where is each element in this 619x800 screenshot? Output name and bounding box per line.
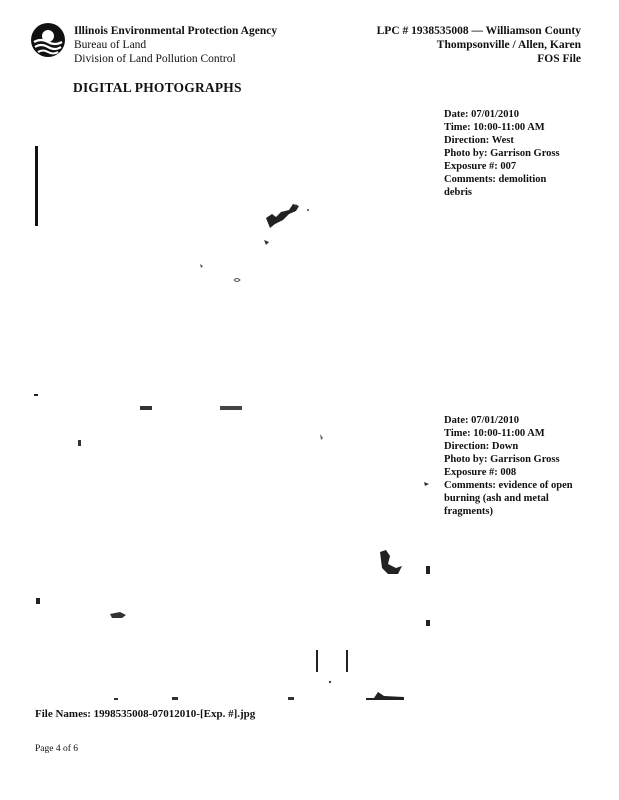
lpc-number: LPC # 1938535008 — Williamson County bbox=[376, 25, 581, 37]
site-id-block bbox=[377, 24, 581, 66]
photo-2-date: Date: 07/01/2010 bbox=[444, 415, 519, 426]
photo-1-time: Time: 10:00-11:00 AM bbox=[444, 122, 545, 133]
file-type: FOS File bbox=[537, 53, 581, 65]
photo-2-info bbox=[444, 414, 574, 518]
photo-2-direction: Direction: Down bbox=[444, 441, 519, 452]
page-number: Page 4 of 6 bbox=[35, 744, 79, 754]
photo-2-comments: Comments: evidence of open burning (ash and metal fragments) bbox=[444, 480, 573, 517]
agency-name: Illinois Environmental Protection Agency bbox=[74, 25, 278, 37]
photo-1-direction: Direction: West bbox=[444, 135, 514, 146]
file-names: File Names: 1998535008-07012010-[Exp. #].jpg bbox=[35, 708, 256, 720]
site-name: Thompsonville / Allen, Karen bbox=[436, 39, 581, 51]
photo-1-info bbox=[444, 108, 564, 199]
photo-2-image bbox=[34, 392, 426, 704]
division-name: Division of Land Pollution Control bbox=[74, 53, 236, 65]
photo-1-exposure: Exposure #: 007 bbox=[444, 161, 517, 172]
page-title: DIGITAL PHOTOGRAPHS bbox=[73, 80, 242, 95]
iepa-logo-icon bbox=[30, 22, 66, 58]
bureau-name: Bureau of Land bbox=[74, 39, 147, 51]
photo-2-photographer: Photo by: Garrison Gross bbox=[444, 454, 560, 465]
photo-1-photographer: Photo by: Garrison Gross bbox=[444, 148, 560, 159]
photo-2-time: Time: 10:00-11:00 AM bbox=[444, 428, 545, 439]
photo-1-date: Date: 07/01/2010 bbox=[444, 109, 519, 120]
photo-1-comments: Comments: demolition debris bbox=[444, 174, 547, 198]
photo-1-image bbox=[34, 130, 426, 408]
photo-2-edge-marks bbox=[420, 474, 434, 634]
agency-block bbox=[74, 24, 277, 66]
photo-2-exposure: Exposure #: 008 bbox=[444, 467, 517, 478]
